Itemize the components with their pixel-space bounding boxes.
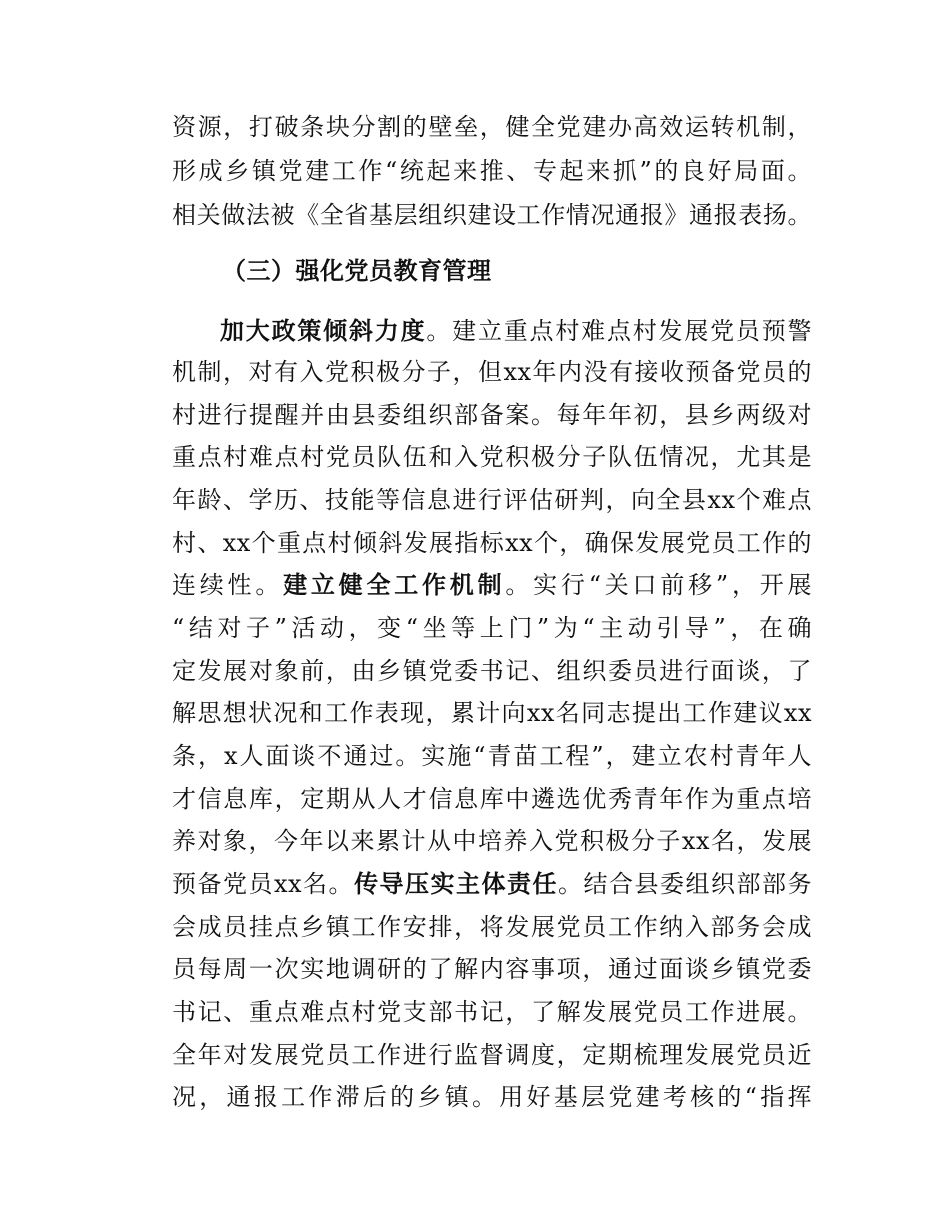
intro-line-1: 资源，打破条块分割的壁垒，健全党建办高效运转机制， [172,113,812,141]
paragraph-line-6: 村、xx个重点村倾斜发展指标xx个，确保发展党员工作的 [172,529,812,557]
paragraph-line-8: “结对子”活动，变“坐等上门”为“主动引导”，在确 [172,614,812,642]
subheading-policy: 加大政策倾斜力度 [220,317,427,345]
paragraph-line-5: 年龄、学历、技能等信息进行评估研判，向全县xx个难点 [172,486,812,514]
paragraph-text: 。建立重点村难点村发展党员预警 [426,317,813,345]
paragraph-text: 。实行“关口前移”，开展 [505,571,812,599]
paragraph-text: 连续性。 [172,571,284,599]
paragraph-line-17: 书记、重点难点村党支部书记，了解发展党员工作进展。 [172,998,812,1026]
paragraph-line-19: 况，通报工作滞后的乡镇。用好基层党建考核的“指挥 [172,1083,812,1111]
paragraph-line-1 [220,309,812,353]
paragraph-line-12: 才信息库，定期从人才信息库中遴选优秀青年作为重点培 [172,785,812,813]
paragraph-line-15: 会成员挂点乡镇工作安排，将发展党员工作纳入部务会成 [172,913,812,941]
intro-line-3: 相关做法被《全省基层组织建设工作情况通报》通报表扬。 [172,201,812,229]
paragraph-line-2: 机制，对有入党积极分子，但xx年内没有接收预备党员的 [172,358,812,386]
subheading-responsibility: 传导压实主体责任 [354,870,559,898]
paragraph-line-4: 重点村难点村党员队伍和入党积极分子队伍情况，尤其是 [172,443,812,471]
paragraph-text: 。结合县委组织部部务 [558,870,813,898]
paragraph-text: 预备党员xx名。 [172,870,355,898]
paragraph-line-11: 条，x人面谈不通过。实施“青苗工程”，建立农村青年人 [172,742,812,770]
paragraph-line-9: 定发展对象前，由乡镇党委书记、组织委员进行面谈，了 [172,657,812,685]
paragraph-line-3: 村进行提醒并由县委组织部备案。每年年初，县乡两级对 [172,401,812,429]
paragraph-line-7 [172,563,812,607]
paragraph-line-13: 养对象，今年以来累计从中培养入党积极分子xx名，发展 [172,827,812,855]
subheading-mechanism: 建立健全工作机制 [283,571,506,599]
section-heading: （三）强化党员教育管理 [222,257,492,285]
paragraph-line-14 [172,862,812,906]
paragraph-line-18: 全年对发展党员工作进行监督调度，定期梳理发展党员近 [172,1041,812,1069]
paragraph-line-10: 解思想状况和工作表现，累计向xx名同志提出工作建议xx [172,699,812,727]
paragraph-line-16: 员每周一次实地调研的了解内容事项，通过面谈乡镇党委 [172,955,812,983]
intro-line-2: 形成乡镇党建工作“统起来推、专起来抓”的良好局面。 [172,157,812,185]
